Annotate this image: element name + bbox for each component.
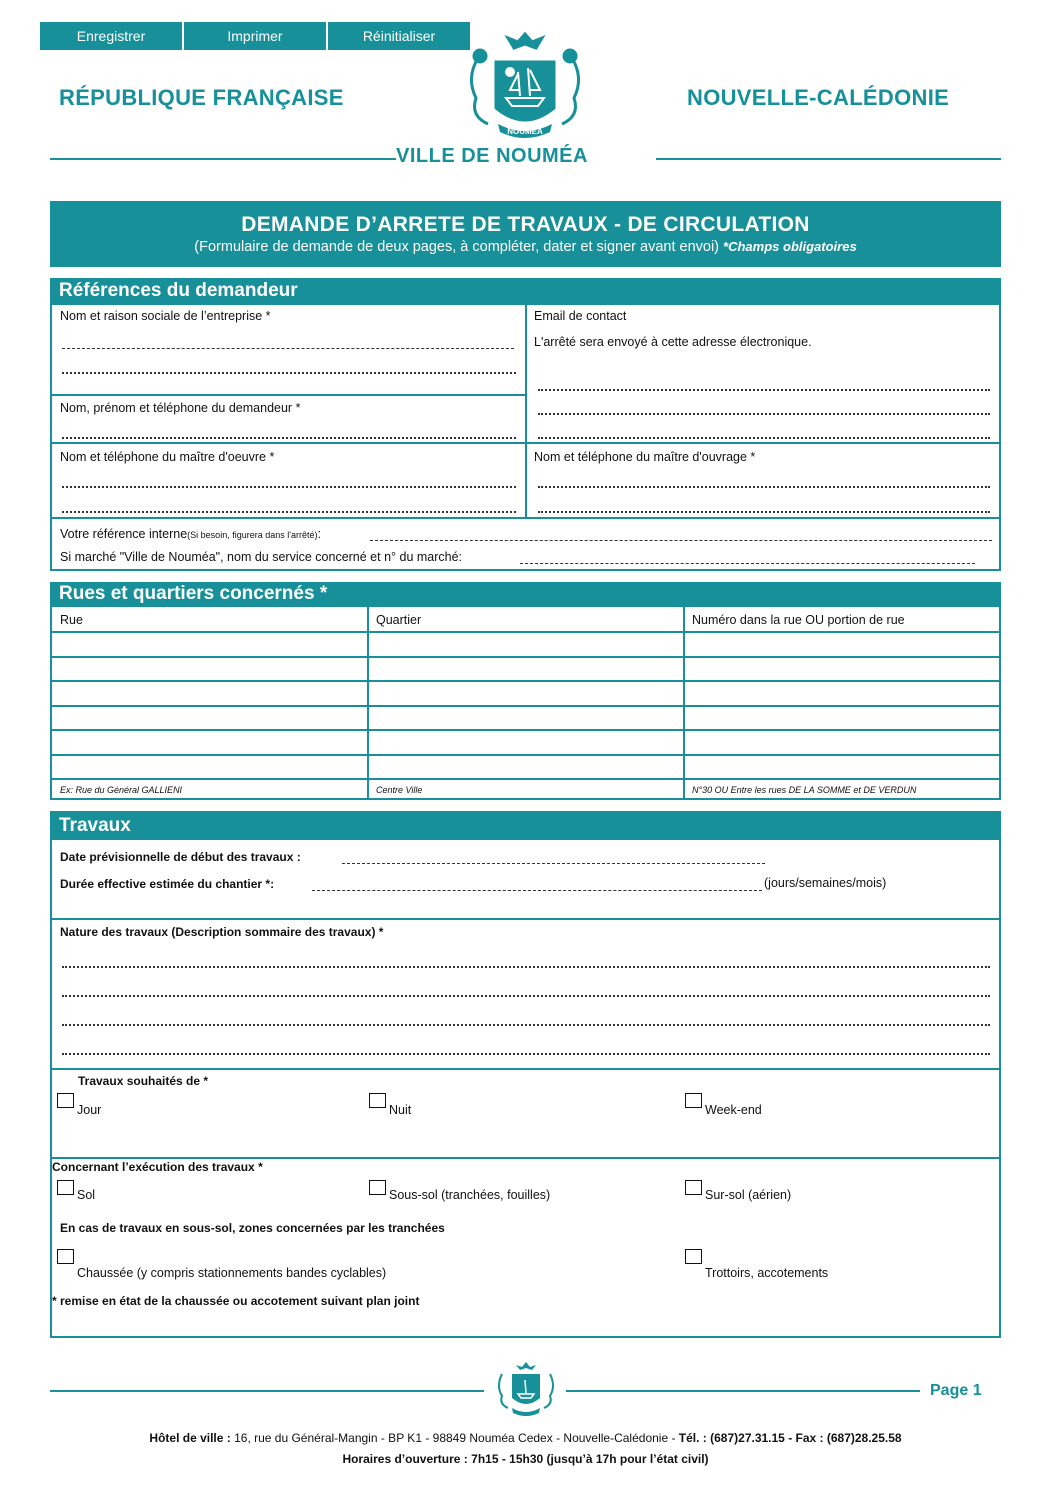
- email-field-line3[interactable]: [538, 437, 990, 439]
- references-divider: [525, 303, 527, 519]
- header-left-text: RÉPUBLIQUE FRANÇAISE: [59, 85, 344, 110]
- maitre-oeuvre-label: Nom et téléphone du maître d'oeuvre *: [60, 450, 275, 464]
- form-title: DEMANDE D’ARRETE DE TRAVAUX - DE CIRCULATION: [241, 213, 810, 236]
- email-note: L'arrêté sera envoyé à cette adresse électronique.: [534, 335, 812, 349]
- day-option-label: Jour: [77, 1103, 102, 1117]
- aerial-checkbox[interactable]: [685, 1180, 702, 1195]
- table-row-line: [50, 778, 1001, 780]
- maitre-oeuvre-field[interactable]: [62, 486, 516, 488]
- night-option-label: Nuit: [389, 1103, 412, 1117]
- maitre-ouvrage-field-line2[interactable]: [538, 511, 990, 513]
- svg-text:NOUMEA: NOUMEA: [507, 127, 543, 136]
- footer-emblem-icon: [494, 1360, 558, 1420]
- table-row-line: [50, 705, 1001, 707]
- example-number: N°30 OU Entre les rues DE LA SOMME et DE VERDUN: [692, 785, 917, 795]
- duration-field[interactable]: [312, 890, 762, 891]
- quarter-input-1[interactable]: [369, 633, 683, 656]
- weekend-option-label: Week-end: [705, 1103, 762, 1117]
- table-row-line: [50, 729, 1001, 731]
- underground-checkbox[interactable]: [369, 1180, 386, 1195]
- requester-label: Nom, prénom et téléphone du demandeur *: [60, 401, 301, 415]
- requester-field[interactable]: [62, 437, 516, 439]
- start-date-field[interactable]: [342, 863, 765, 864]
- example-quarter: Centre Ville: [376, 785, 423, 795]
- row-divider: [50, 1157, 1001, 1159]
- nature-field-line3[interactable]: [62, 1024, 990, 1026]
- footer-address: Hôtel de ville : 16, rue du Général-Mangin - BP K1 - 98849 Nouméa Cedex - Nouvelle-Calédonie - Tél. : (687)27.31.15 - Fax : (687)28.25.58: [149, 1431, 902, 1445]
- timing-label: Travaux souhaités de *: [78, 1074, 209, 1088]
- header-right-text: NOUVELLE-CALÉDONIE: [687, 85, 950, 110]
- footer-divider-right: [566, 1390, 920, 1392]
- number-input-1[interactable]: [685, 633, 999, 656]
- roadway-checkbox[interactable]: [57, 1249, 74, 1264]
- footer-divider-left: [50, 1390, 484, 1392]
- market-label: Si marché "Ville de Nouméa", nom du service concerné et n° du marché:: [60, 550, 463, 564]
- nature-field-line4[interactable]: [62, 1053, 990, 1055]
- ground-checkbox[interactable]: [57, 1180, 74, 1195]
- maitre-ouvrage-label: Nom et téléphone du maître d'ouvrage *: [534, 450, 756, 464]
- form-subtitle: (Formulaire de demande de deux pages, à compléter, dater et signer avant envoi) *Champs obligatoires: [194, 239, 857, 255]
- maitre-oeuvre-field-line2[interactable]: [62, 511, 516, 513]
- table-row-line: [50, 754, 1001, 756]
- duration-unit: (jours/semaines/mois): [764, 876, 887, 890]
- city-name: VILLE DE NOUMÉA: [396, 145, 588, 167]
- table-row-line: [50, 680, 1001, 682]
- market-field[interactable]: [520, 563, 975, 564]
- page-number: Page 1: [930, 1382, 982, 1399]
- ground-option-label: Sol: [77, 1188, 96, 1202]
- example-street: Ex: Rue du Général GALLIENI: [60, 785, 183, 795]
- section-references-heading: Références du demandeur: [50, 278, 1001, 304]
- reset-button[interactable]: Réinitialiser: [328, 22, 470, 50]
- email-field[interactable]: [538, 389, 990, 391]
- underground-zones-label: En cas de travaux en sous-sol, zones concernées par les tranchées: [60, 1221, 445, 1235]
- column-header-street: Rue: [60, 613, 83, 627]
- row-divider: [50, 394, 526, 396]
- save-button[interactable]: Enregistrer: [40, 22, 182, 50]
- header-divider-left: [50, 158, 396, 160]
- company-field[interactable]: [62, 348, 514, 349]
- table-row-line: [50, 656, 1001, 658]
- day-checkbox[interactable]: [57, 1093, 74, 1108]
- nature-field-line2[interactable]: [62, 995, 990, 997]
- nature-label: Nature des travaux (Description sommaire des travaux) *: [60, 925, 384, 939]
- email-field-line2[interactable]: [538, 413, 990, 415]
- repair-note: * remise en état de la chaussée ou accotement suivant plan joint: [52, 1294, 420, 1308]
- city-emblem-icon: [458, 28, 592, 146]
- street-input-1[interactable]: [52, 633, 367, 656]
- footer-hours: Horaires d’ouverture : 7h15 - 15h30 (jusqu’à 17h pour l’état civil): [342, 1452, 709, 1466]
- email-label: Email de contact: [534, 309, 627, 323]
- company-label: Nom et raison sociale de l’entreprise *: [60, 309, 271, 323]
- duration-label: Durée effective estimée du chantier *:: [60, 877, 275, 891]
- aerial-option-label: Sur-sol (aérien): [705, 1188, 792, 1202]
- row-divider: [50, 517, 1001, 519]
- start-date-label: Date prévisionnelle de début des travaux :: [60, 850, 301, 864]
- sidewalk-option-label: Trottoirs, accotements: [705, 1266, 829, 1280]
- section-works-heading: Travaux: [50, 811, 1001, 840]
- roadway-option-label: Chaussée (y compris stationnements bandes cyclables): [77, 1266, 387, 1280]
- column-header-quarter: Quartier: [376, 613, 422, 627]
- maitre-ouvrage-field[interactable]: [538, 486, 990, 488]
- form-title-box: [50, 201, 1001, 267]
- weekend-checkbox[interactable]: [685, 1093, 702, 1108]
- print-button[interactable]: Imprimer: [184, 22, 326, 50]
- underground-option-label: Sous-sol (tranchées, fouilles): [389, 1188, 551, 1202]
- section-streets-heading: Rues et quartiers concernés *: [50, 582, 1001, 606]
- internal-ref-label: Votre référence interne(Si besoin, figurera dans l'arrêté):: [60, 527, 321, 541]
- sidewalk-checkbox[interactable]: [685, 1249, 702, 1264]
- required-note: *Champs obligatoires: [723, 239, 857, 254]
- internal-ref-field[interactable]: [370, 540, 992, 541]
- works-box: [50, 838, 1001, 1338]
- row-divider: [50, 442, 1001, 444]
- company-field-line2[interactable]: [62, 372, 516, 374]
- column-header-number: Numéro dans la rue OU portion de rue: [692, 613, 905, 627]
- nature-field[interactable]: [62, 966, 990, 968]
- execution-label: Concernant l’exécution des travaux *: [52, 1160, 263, 1174]
- row-divider: [50, 1068, 1001, 1070]
- row-divider: [50, 918, 1001, 920]
- header-divider-right: [656, 158, 1001, 160]
- night-checkbox[interactable]: [369, 1093, 386, 1108]
